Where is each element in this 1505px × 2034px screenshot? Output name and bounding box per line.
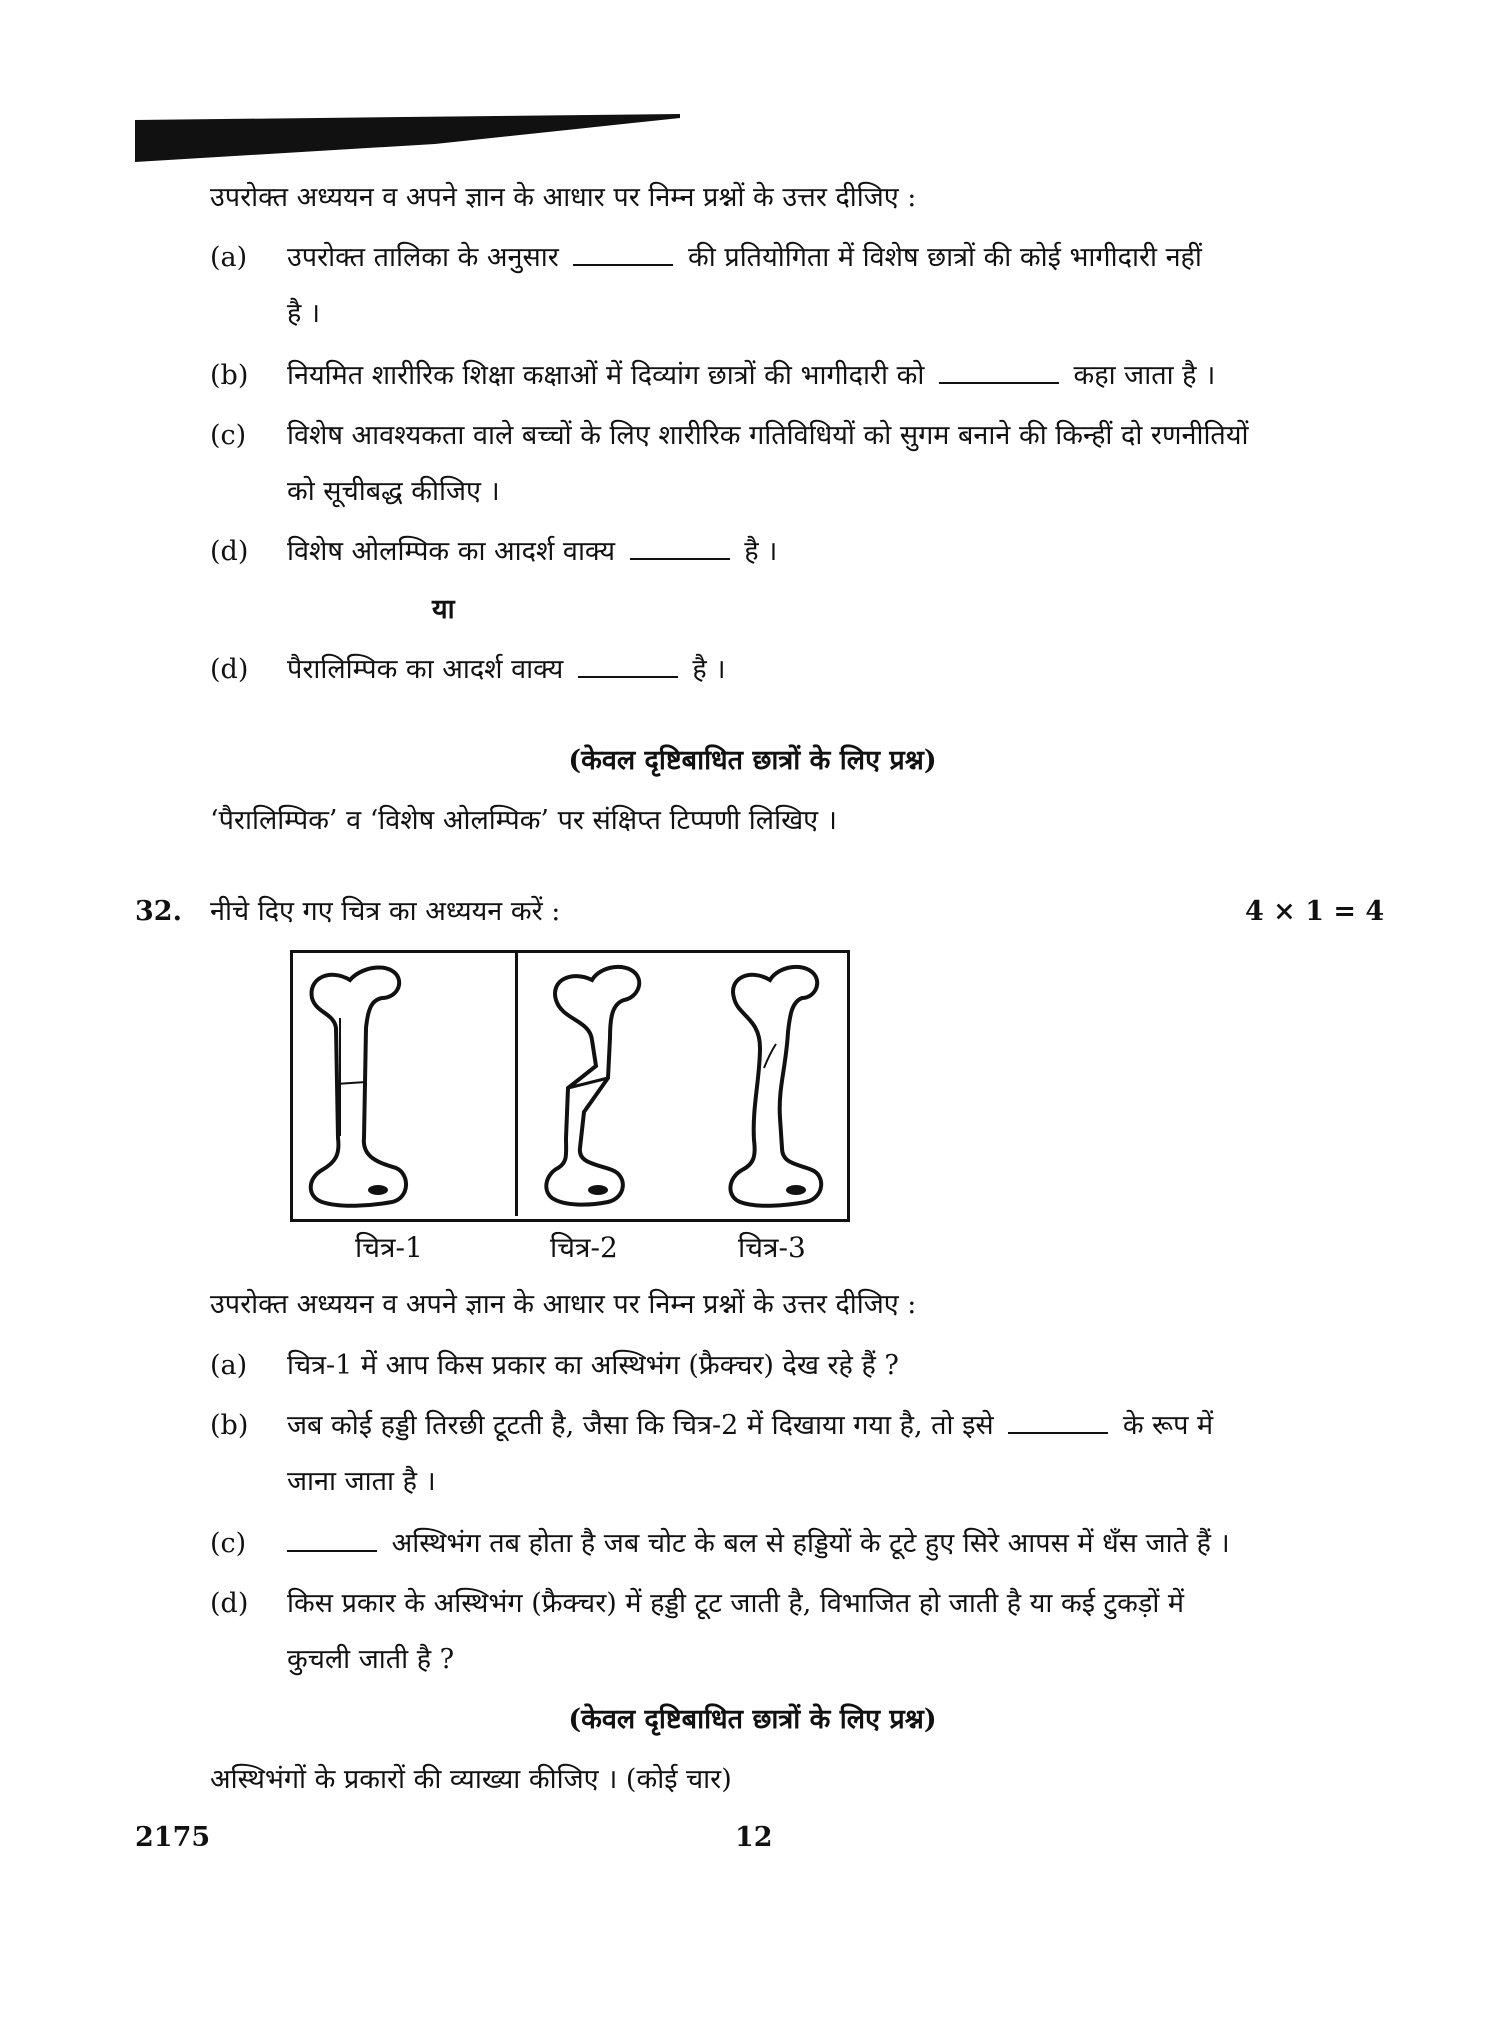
header-black-bar	[135, 114, 680, 162]
bone-figure-3	[720, 958, 840, 1208]
q32-marks: 4 × 1 = 4	[1245, 896, 1385, 927]
answer-blank	[1008, 1410, 1108, 1434]
q32-a-text: चित्र-1 में आप किस प्रकार का अस्थिभंग (फ्रैक्चर) देख रहे हैं ?	[287, 1350, 899, 1381]
q32-c-text	[287, 1526, 1230, 1562]
q32-d-label: (d)	[210, 1588, 249, 1619]
q31-c-line1: विशेष आवश्यकता वाले बच्चों के लिए शारीरिक गतिविधियों को सुगम बनाने की किन्हीं दो रणनीतियों	[287, 420, 1249, 451]
q31-b-post: कहा जाता है ।	[1073, 360, 1216, 391]
q31-b-pre: नियमित शारीरिक शिक्षा कक्षाओं में दिव्यांग छात्रों की भागीदारी को	[287, 360, 925, 391]
q32-d-line1: किस प्रकार के अस्थिभंग (फ्रैक्चर) में हड्डी टूट जाती है, विभाजित हो जाती है या कई टुकड़ों में	[287, 1588, 1185, 1619]
q32-intro: उपरोक्त अध्ययन व अपने ज्ञान के आधार पर निम्न प्रश्नों के उत्तर दीजिए :	[210, 1289, 917, 1320]
q32-vi-text: अस्थिभंगों के प्रकारों की व्याख्या कीजिए । (कोई चार)	[210, 1764, 732, 1795]
q31-d1-label: (d)	[210, 536, 249, 567]
q31-d1-post: है ।	[744, 536, 778, 567]
intro-text-1: उपरोक्त अध्ययन व अपने ज्ञान के आधार पर निम्न प्रश्नों के उत्तर दीजिए :	[210, 182, 917, 213]
q31-d2-post: है ।	[692, 654, 726, 685]
answer-blank	[578, 654, 678, 678]
paper-code: 2175	[135, 1822, 211, 1853]
q31-a-pre: उपरोक्त तालिका के अनुसार	[287, 242, 559, 273]
bone-figure-1	[300, 958, 420, 1208]
q31-d2-pre: पैरालिम्पिक का आदर्श वाक्य	[287, 654, 564, 685]
figure-caption-1: चित्र-1	[355, 1231, 423, 1264]
q32-d-line2: कुचली जाती है ?	[287, 1644, 455, 1675]
or-separator: या	[432, 594, 455, 625]
answer-blank	[573, 242, 673, 266]
q32-prompt: नीचे दिए गए चित्र का अध्ययन करें :	[210, 896, 561, 927]
q31-a-post: की प्रतियोगिता में विशेष छात्रों की कोई भागीदारी नहीं	[688, 242, 1202, 273]
q32-b-post: के रूप में	[1122, 1410, 1214, 1441]
q32-a-label: (a)	[210, 1350, 248, 1381]
q31-c-line2: को सूचीबद्ध कीजिए ।	[287, 476, 500, 507]
figure-caption-3: चित्र-3	[738, 1231, 806, 1264]
q31-vi-text: ‘पैरालिम्पिक’ व ‘विशेष ओलम्पिक’ पर संक्षिप्त टिप्पणी लिखिए ।	[210, 805, 837, 836]
answer-blank	[630, 536, 730, 560]
q31-a-line2: है ।	[287, 298, 321, 329]
q32-c-post: अस्थिभंग तब होता है जब चोट के बल से हड्डियों के टूटे हुए सिरे आपस में धँस जाते हैं ।	[391, 1528, 1230, 1559]
answer-blank	[287, 1528, 377, 1552]
q31-a-label: (a)	[210, 242, 248, 273]
q32-b-pre: जब कोई हड्डी तिरछी टूटती है, जैसा कि चित्र-2 में दिखाया गया है, तो इसे	[287, 1410, 994, 1441]
q31-d1-text	[287, 534, 777, 570]
q31-c-label: (c)	[210, 420, 247, 451]
q31-d2-label: (d)	[210, 654, 249, 685]
q31-vi-heading: (केवल दृष्टिबाधित छात्रों के लिए प्रश्न)	[568, 745, 937, 776]
q31-a-text	[287, 240, 1202, 276]
q31-d2-text	[287, 652, 726, 688]
q32-c-label: (c)	[210, 1528, 247, 1559]
q32-number: 32.	[135, 896, 182, 927]
figure-caption-2: चित्र-2	[550, 1231, 618, 1264]
q31-b-label: (b)	[210, 360, 249, 391]
q32-vi-heading: (केवल दृष्टिबाधित छात्रों के लिए प्रश्न)	[568, 1704, 937, 1735]
figure-divider	[515, 950, 518, 1216]
answer-blank	[939, 360, 1059, 384]
q31-b-text	[287, 358, 1215, 394]
q32-b-label: (b)	[210, 1410, 249, 1441]
page-number: 12	[735, 1822, 773, 1853]
q32-b-text	[287, 1408, 1213, 1444]
bone-figure-2	[540, 958, 660, 1208]
q31-d1-pre: विशेष ओलम्पिक का आदर्श वाक्य	[287, 536, 616, 567]
q32-b-line2: जाना जाता है ।	[287, 1466, 436, 1497]
